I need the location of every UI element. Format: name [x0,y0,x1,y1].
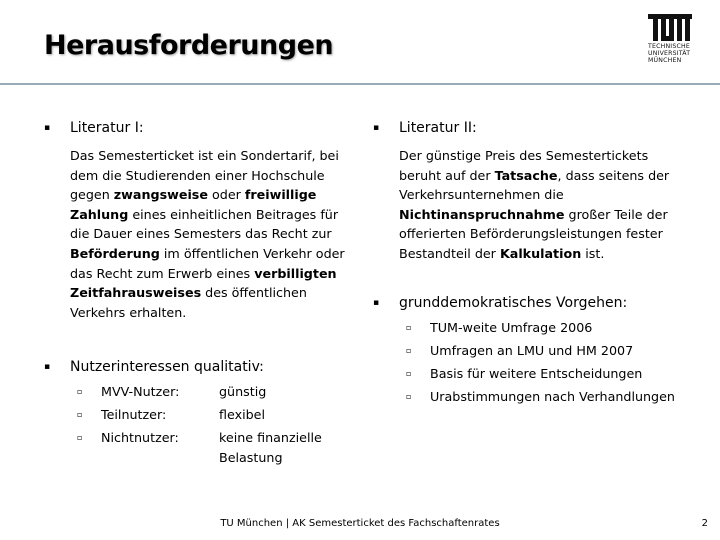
list-item [399,341,693,361]
sub-item-key: Teilnutzer: [101,407,167,423]
slide-title: Herausforderungen [44,30,334,61]
emphasis-run: verbilligten Zeitfahrausweises [70,265,337,301]
text-run: großer Teile der offerierten Beförderungsleistungen fester Bestandteil der [399,206,668,261]
list-item [70,428,354,468]
tum-logo-icon [648,14,692,41]
sub-item-text: Basis für weitere Entscheidungen [430,365,643,381]
bullet-label: Literatur I: [70,120,144,136]
sub-item-text: Umfragen an LMU und HM 2007 [430,342,634,358]
hollow-square-bullet-icon: ▫ [406,368,412,378]
list-item [70,405,354,425]
text-run: eines einheitlichen Beitrages für die Dauer eines Semesters das Recht zur [70,206,339,242]
text-run: des öffentlichen Verkehrs erhalten. [70,285,307,320]
sub-item-value: flexibel [219,407,265,423]
text-run: ist. [581,245,605,261]
bullet-literatur-1 [44,119,354,138]
vorgehen-sub-list [399,318,693,407]
right-column [373,119,693,410]
literatur-2-text [399,146,693,264]
hollow-square-bullet-icon: ▫ [406,391,412,401]
bullet-label: grunddemokratisches Vorgehen: [399,294,628,311]
bullet-label: Literatur II: [399,120,477,136]
list-item [399,364,693,384]
hollow-square-bullet-icon: ▫ [77,387,83,397]
hollow-square-bullet-icon: ▫ [406,345,412,355]
bullet-label: Nutzerinteressen qualitativ: [70,359,264,376]
tum-logo-text [648,43,696,65]
square-bullet-icon: ▪ [44,362,51,373]
slide-footer: TU München | AK Semesterticket des Fachschaftenrates [220,518,500,529]
list-item [399,318,693,338]
emphasis-run: Nichtinanspruchnahme [399,206,565,222]
title-divider [0,83,720,85]
left-column [44,119,354,471]
text-run: Der günstige Preis des Semestertickets beruht auf der [399,148,649,183]
square-bullet-icon: ▪ [373,123,380,133]
sub-item-value: keine finanzielle Belastung [219,430,322,466]
text-run: , dass seitens der Verkehrsunternehmen die [399,167,670,203]
text-run: oder [207,187,245,203]
sub-item-key: MVV-Nutzer: [101,384,180,400]
emphasis-run: Kalkulation [499,245,582,261]
list-item [399,387,693,407]
list-item [70,382,354,402]
bullet-nutzerinteressen [44,358,354,377]
bullet-literatur-2 [373,119,693,138]
logo-line-3: MÜNCHEN [648,57,682,65]
hollow-square-bullet-icon: ▫ [406,322,412,332]
emphasis-run: Tatsache [494,167,558,183]
sub-item-text: Urabstimmungen nach Verhandlungen [430,388,675,404]
sub-item-text: TUM-weite Umfrage 2006 [430,319,593,335]
emphasis-run: zwangsweise [113,187,208,203]
emphasis-run: freiwillige Zahlung [70,187,317,222]
bullet-vorgehen [373,294,693,313]
hollow-square-bullet-icon: ▫ [77,410,83,420]
text-run: im öffentlichen Verkehr oder das Recht zum Erwerb eines [70,245,345,281]
logo-line-1: TECHNISCHE [648,43,690,50]
square-bullet-icon: ▪ [373,297,380,308]
nutzer-sub-list [70,382,354,468]
page-number: 2 [701,518,708,529]
tum-logo [648,14,696,76]
logo-line-2: UNIVERSITÄT [648,50,691,58]
emphasis-run: Beförderung [70,245,160,261]
text-run: Das Semesterticket ist ein Sondertarif, bei dem die Studierenden einer Hochschule gegen [70,148,339,203]
literatur-1-text [70,146,354,322]
hollow-square-bullet-icon: ▫ [77,433,83,443]
sub-item-value: günstig [219,384,267,400]
square-bullet-icon: ▪ [44,123,51,133]
sub-item-key: Nichtnutzer: [101,430,179,446]
